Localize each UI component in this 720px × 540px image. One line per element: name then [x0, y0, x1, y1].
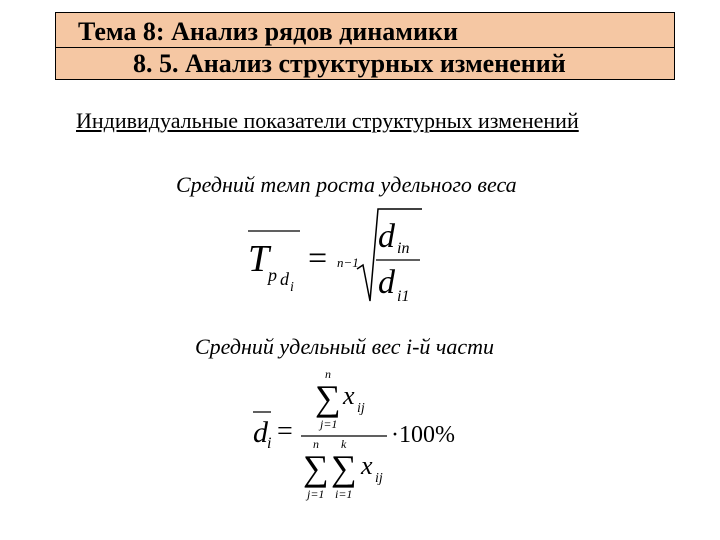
num-term: x — [343, 381, 355, 410]
num-lower-limit: j=1 — [320, 417, 338, 431]
den-lower-limit-2: i=1 — [335, 487, 353, 501]
num-sum-sign: ∑ — [315, 378, 341, 418]
den-upper-limit-2: k — [341, 437, 347, 451]
average-share-formula — [245, 360, 465, 500]
lhs-symbol: T — [248, 238, 270, 280]
lhs-subscript: p — [268, 265, 277, 285]
formula1-caption: Средний темп роста удельного веса — [176, 172, 517, 197]
den-term-subscript: ij — [375, 471, 383, 486]
num-term-subscript: ij — [357, 401, 365, 416]
root-index: n−1 — [337, 255, 359, 270]
lhs-index: i — [290, 280, 294, 295]
den-upper-limit-1: n — [313, 437, 319, 451]
average-growth-rate-formula — [240, 205, 440, 305]
den-sum-sign-2: ∑ — [331, 448, 357, 488]
den-lower-limit-1: j=1 — [307, 487, 325, 501]
numerator-subscript: in — [397, 240, 410, 257]
denominator-subscript: i1 — [397, 288, 410, 305]
lhs-subsubscript: d — [280, 269, 289, 289]
denominator-symbol: d — [378, 264, 395, 301]
slide-title: Тема 8: Анализ рядов динамики — [78, 17, 458, 46]
numerator-symbol: d — [378, 218, 395, 255]
equals-sign: = — [277, 416, 293, 447]
den-term: x — [361, 451, 373, 480]
slide-header — [55, 12, 675, 80]
den-sum-sign-1: ∑ — [303, 448, 329, 488]
section-heading: Индивидуальные показатели структурных изменений — [76, 108, 579, 133]
lhs-symbol: d — [253, 416, 268, 449]
equals-sign: = — [308, 240, 328, 277]
percent-multiplier: ·100% — [391, 422, 455, 448]
header-divider — [56, 47, 674, 48]
lhs-subscript: i — [267, 435, 272, 452]
num-upper-limit: n — [325, 367, 331, 381]
formula2-caption: Средний удельный вес i-й части — [195, 334, 495, 359]
slide-subtitle: 8. 5. Анализ структурных изменений — [133, 49, 566, 78]
